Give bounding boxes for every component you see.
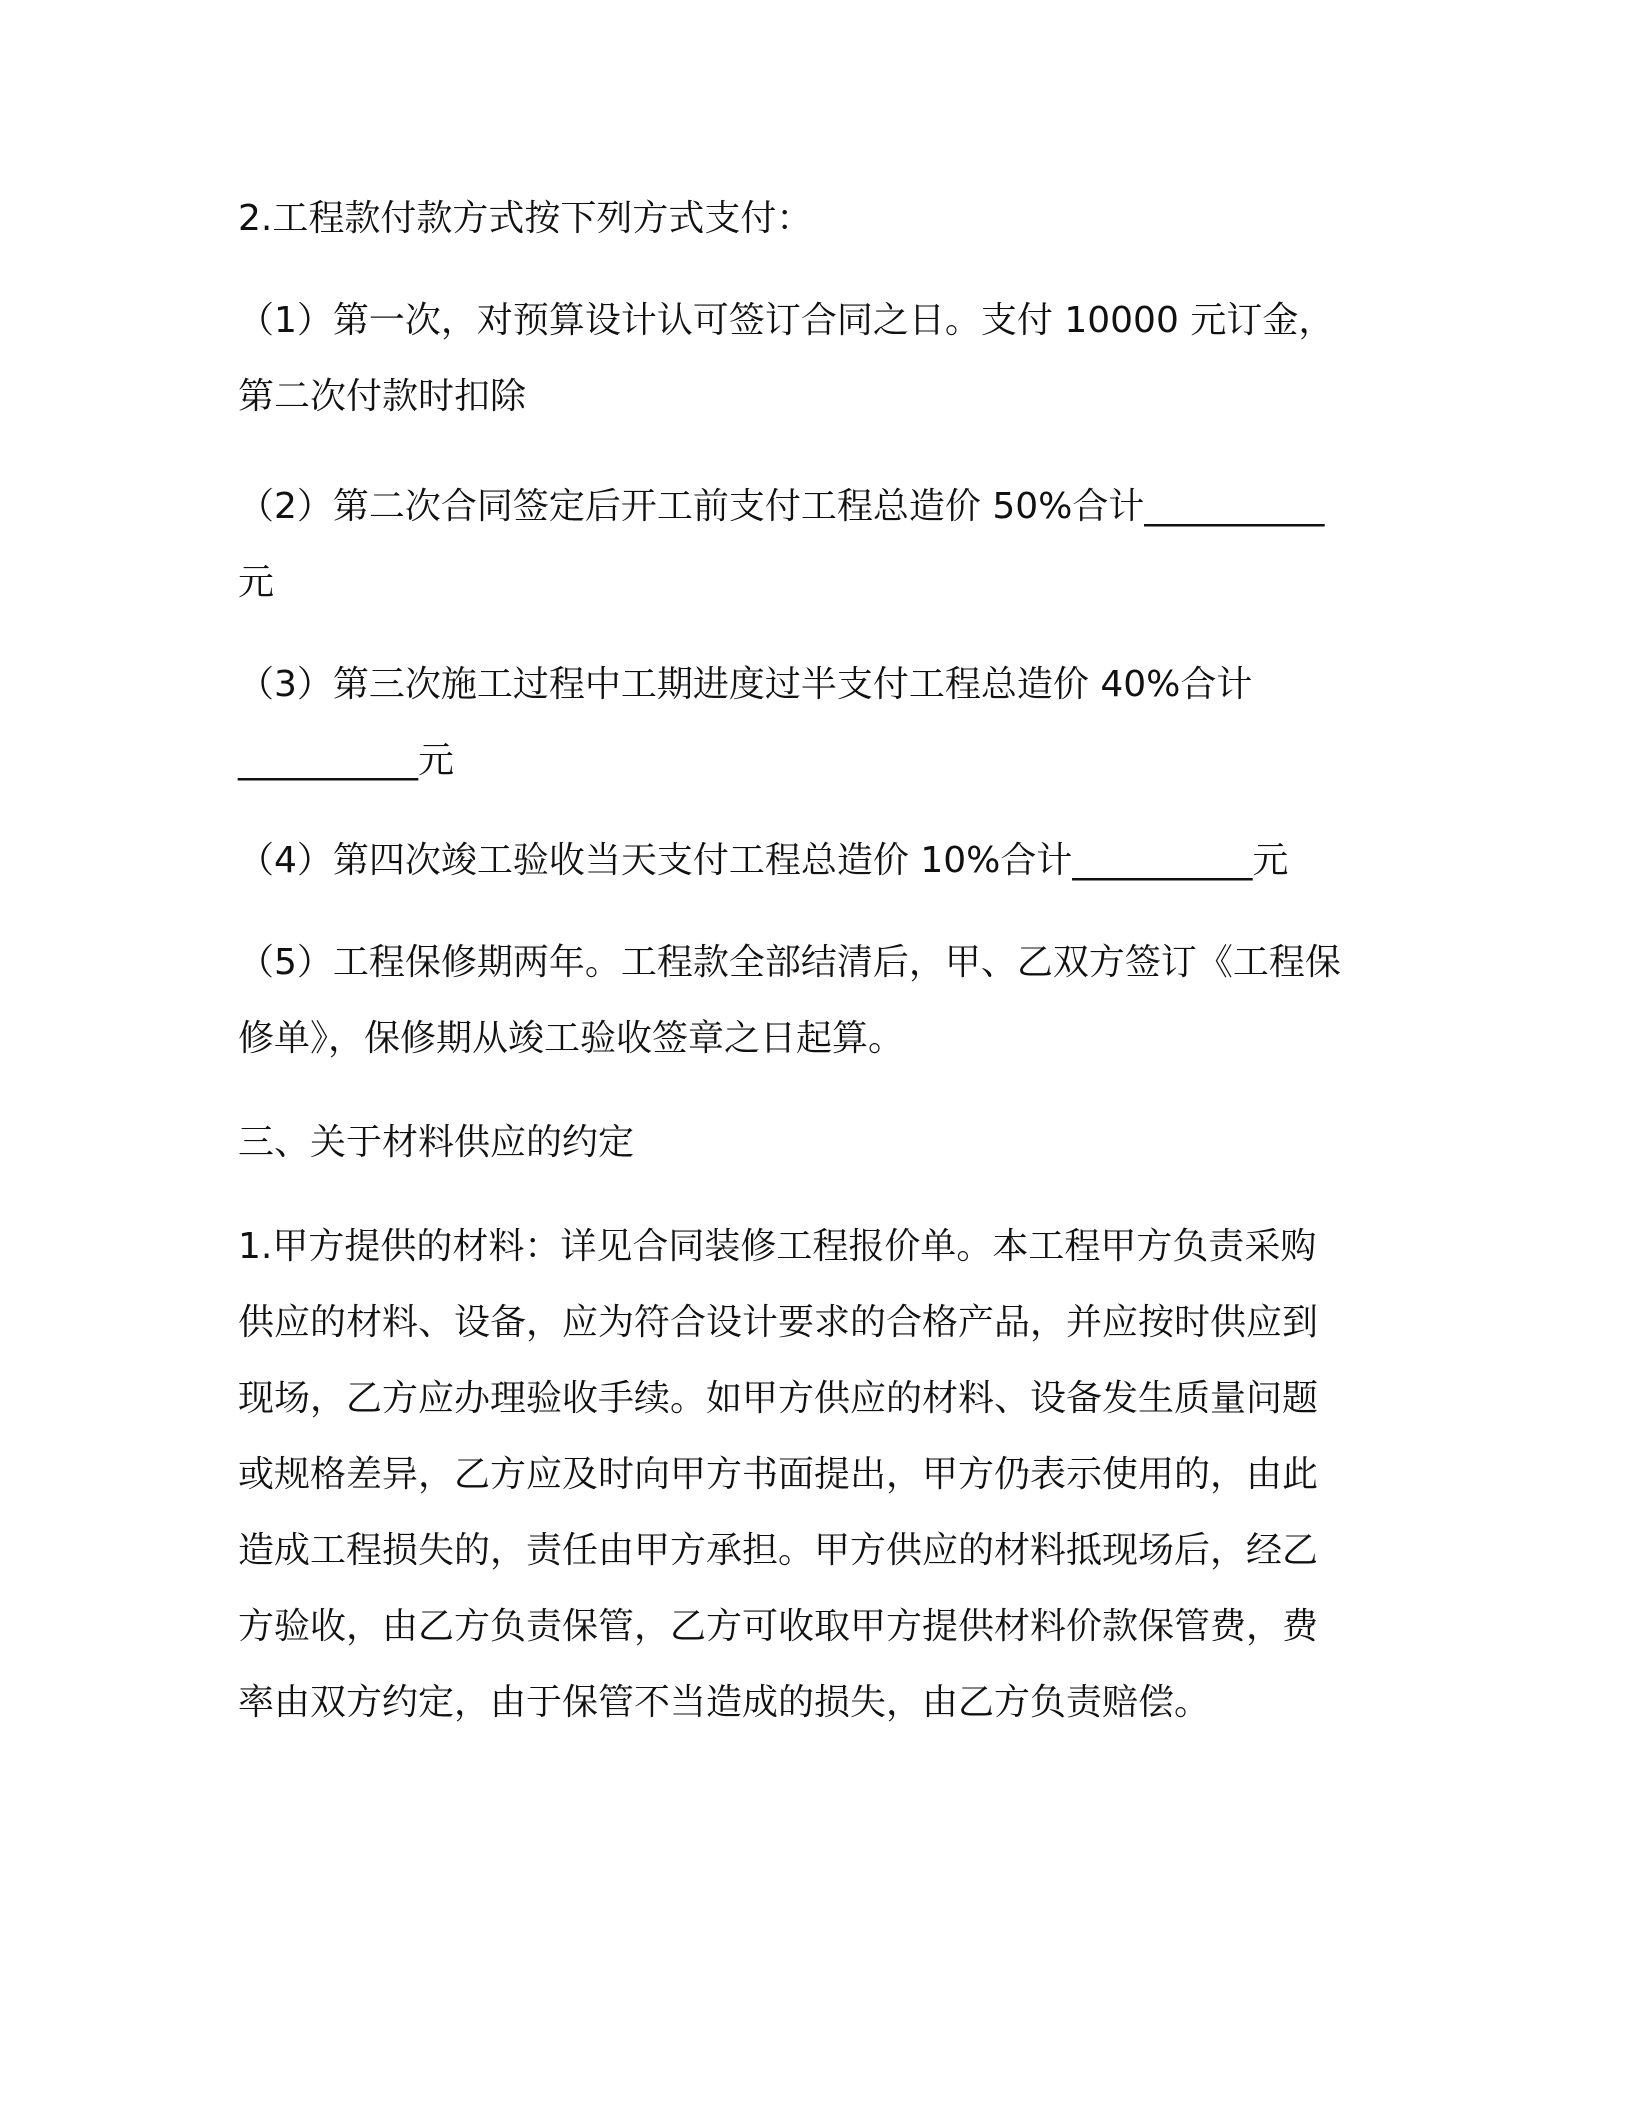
materials-paragraph-line-1: 1.甲方提供的材料：详见合同装修工程报价单。本工程甲方负责采购 (238, 1226, 1317, 1267)
payment-item-1-line-2: 第二次付款时扣除 (238, 376, 527, 417)
payment-item-5-line-1: （5）工程保修期两年。工程款全部结清后，甲、乙双方签订《工程保 (238, 942, 1341, 983)
payment-item-2-line-1: （2）第二次合同签定后开工前支付工程总造价 50%合计__________ (238, 486, 1325, 527)
materials-paragraph-line-6: 方验收，由乙方负责保管，乙方可收取甲方提供材料价款保管费，费 (238, 1606, 1319, 1647)
payment-item-3-line-2: __________元 (238, 740, 455, 781)
materials-paragraph-line-2: 供应的材料、设备，应为符合设计要求的合格产品，并应按时供应到 (238, 1302, 1319, 1343)
materials-paragraph-line-4: 或规格差异，乙方应及时向甲方书面提出，甲方仍表示使用的，由此 (238, 1454, 1319, 1495)
materials-paragraph-line-3: 现场，乙方应办理验收手续。如甲方供应的材料、设备发生质量问题 (238, 1378, 1319, 1419)
materials-paragraph-line-5: 造成工程损失的，责任由甲方承担。甲方供应的材料抵现场后，经乙 (238, 1530, 1319, 1571)
payment-item-3-line-1: （3）第三次施工过程中工期进度过半支付工程总造价 40%合计 (238, 664, 1253, 705)
payment-item-1-line-1: （1）第一次，对预算设计认可签订合同之日。支付 10000 元订金， (238, 300, 1335, 341)
payment-method-heading: 2.工程款付款方式按下列方式支付： (238, 198, 813, 239)
payment-item-2-line-2: 元 (238, 562, 275, 603)
payment-item-5-line-2: 修单》，保修期从竣工验收签章之日起算。 (238, 1018, 905, 1059)
materials-paragraph-line-7: 率由双方约定，由于保管不当造成的损失，由乙方负责赔偿。 (238, 1682, 1211, 1723)
materials-section-heading: 三、关于材料供应的约定 (238, 1122, 635, 1163)
payment-item-4: （4）第四次竣工验收当天支付工程总造价 10%合计__________元 (238, 840, 1289, 881)
